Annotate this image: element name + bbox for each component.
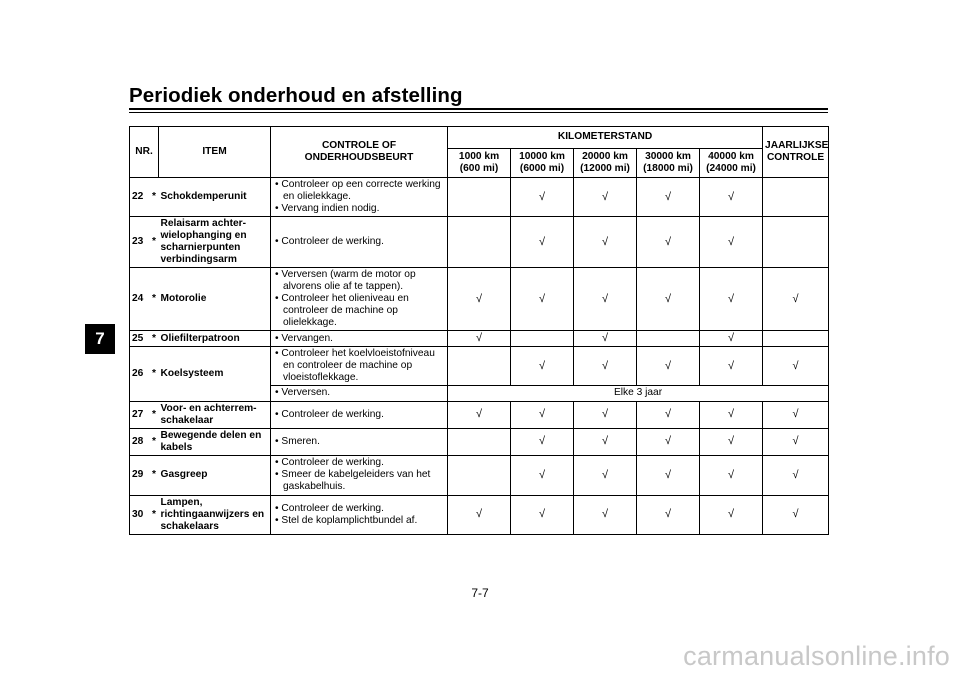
table-row <box>130 428 829 455</box>
row-asterisk: * <box>150 495 159 534</box>
check-mark <box>763 178 829 217</box>
check-mark: √ <box>574 495 637 534</box>
check-mark <box>637 331 700 347</box>
table-row <box>130 401 829 428</box>
row-item: Oliefilterpatroon <box>159 331 271 347</box>
row-item: Relaisarm achter- wielophanging en scharnierpunten verbindingsarm <box>159 217 271 268</box>
check-mark: √ <box>511 428 574 455</box>
row-number: 25 <box>130 331 150 347</box>
check-mark: √ <box>574 455 637 495</box>
check-mark <box>763 217 829 268</box>
check-mark: √ <box>511 401 574 428</box>
check-mark <box>448 455 511 495</box>
check-mark: √ <box>700 178 763 217</box>
check-mark: √ <box>763 455 829 495</box>
check-mark: √ <box>700 428 763 455</box>
check-mark: √ <box>637 428 700 455</box>
check-mark: √ <box>448 268 511 331</box>
row-item: Koelsysteem <box>159 347 271 401</box>
check-mark: √ <box>448 495 511 534</box>
check-mark: √ <box>700 401 763 428</box>
row-item: Voor- en achterrem- schakelaar <box>159 401 271 428</box>
check-mark: √ <box>763 401 829 428</box>
check-mark: √ <box>637 268 700 331</box>
table-row <box>130 347 829 386</box>
row-checks <box>271 495 448 534</box>
row-item: Bewegende delen en kabels <box>159 428 271 455</box>
row-number: 26 <box>130 347 150 401</box>
check-mark <box>448 428 511 455</box>
header-interval: 1000 km (600 mi) <box>448 149 511 178</box>
check-mark: √ <box>637 217 700 268</box>
check-item: • Smeer de kabelgeleiders van het gaskabelhuis. <box>273 469 445 493</box>
check-mark: √ <box>637 347 700 386</box>
table-header <box>130 127 829 178</box>
check-mark <box>763 331 829 347</box>
check-mark: √ <box>700 268 763 331</box>
check-item: • Vervangen. <box>273 333 445 345</box>
row-item: Schokdemperunit <box>159 178 271 217</box>
check-mark: √ <box>574 428 637 455</box>
header-interval: 10000 km (6000 mi) <box>511 149 574 178</box>
header-odometer: KILOMETERSTAND <box>448 127 763 149</box>
check-item: • Controleer de werking. <box>273 457 445 469</box>
header-interval: 20000 km (12000 mi) <box>574 149 637 178</box>
maintenance-table <box>129 126 829 535</box>
check-mark: √ <box>637 455 700 495</box>
check-mark: √ <box>574 331 637 347</box>
row-checks <box>271 401 448 428</box>
interval-note: Elke 3 jaar <box>448 386 829 401</box>
check-mark: √ <box>763 268 829 331</box>
row-asterisk: * <box>150 401 159 428</box>
row-number: 22 <box>130 178 150 217</box>
row-checks <box>271 347 448 386</box>
check-mark: √ <box>448 331 511 347</box>
row-number: 23 <box>130 217 150 268</box>
row-asterisk: * <box>150 217 159 268</box>
header-interval: 40000 km (24000 mi) <box>700 149 763 178</box>
row-number: 24 <box>130 268 150 331</box>
page-number: 7-7 <box>471 586 489 600</box>
check-mark: √ <box>511 347 574 386</box>
row-number: 30 <box>130 495 150 534</box>
check-mark: √ <box>700 347 763 386</box>
check-mark: √ <box>448 401 511 428</box>
check-mark: √ <box>637 401 700 428</box>
check-mark: √ <box>700 495 763 534</box>
check-item: • Controleer het olieniveau en controleer de machine op olielekkage. <box>273 293 445 329</box>
header-control: CONTROLE OF ONDERHOUDSBEURT <box>271 127 448 178</box>
header-annual: JAARLIJKSE CONTROLE <box>763 127 829 178</box>
check-mark: √ <box>700 217 763 268</box>
row-asterisk: * <box>150 178 159 217</box>
check-mark <box>448 217 511 268</box>
header-item: ITEM <box>159 127 271 178</box>
check-item: • Vervang indien nodig. <box>273 203 445 215</box>
header-nr: NR. <box>130 127 159 178</box>
page-title: Periodiek onderhoud en afstelling <box>129 84 463 107</box>
check-mark <box>448 178 511 217</box>
table-row <box>130 268 829 331</box>
row-number: 29 <box>130 455 150 495</box>
row-checks <box>271 455 448 495</box>
check-mark: √ <box>637 495 700 534</box>
check-mark: √ <box>574 347 637 386</box>
row-asterisk: * <box>150 268 159 331</box>
row-checks <box>271 178 448 217</box>
row-checks <box>271 268 448 331</box>
check-mark <box>448 347 511 386</box>
check-mark: √ <box>637 178 700 217</box>
chapter-tab: 7 <box>85 324 115 354</box>
table-row <box>130 495 829 534</box>
check-item: • Smeren. <box>273 436 445 448</box>
check-item: • Controleer de werking. <box>273 236 445 248</box>
check-mark: √ <box>511 495 574 534</box>
row-checks <box>271 386 448 401</box>
table-body <box>130 178 829 535</box>
row-asterisk: * <box>150 347 159 401</box>
check-mark: √ <box>511 178 574 217</box>
check-item: • Stel de koplamplichtbundel af. <box>273 515 445 527</box>
check-mark: √ <box>763 495 829 534</box>
check-mark: √ <box>511 217 574 268</box>
check-mark: √ <box>574 401 637 428</box>
row-checks <box>271 217 448 268</box>
row-number: 27 <box>130 401 150 428</box>
row-item: Motorolie <box>159 268 271 331</box>
check-item: • Verversen. <box>273 387 445 399</box>
row-asterisk: * <box>150 331 159 347</box>
row-asterisk: * <box>150 455 159 495</box>
check-mark: √ <box>511 455 574 495</box>
row-item: Lampen, richtingaanwijzers en schakelaars <box>159 495 271 534</box>
check-mark: √ <box>574 178 637 217</box>
check-mark: √ <box>700 455 763 495</box>
table-row <box>130 455 829 495</box>
row-checks <box>271 428 448 455</box>
row-checks <box>271 331 448 347</box>
header-interval: 30000 km (18000 mi) <box>637 149 700 178</box>
check-mark: √ <box>511 268 574 331</box>
check-item: • Controleer het koelvloeistofniveau en controleer de machine op vloeistoflekkage. <box>273 348 445 384</box>
check-mark: √ <box>574 268 637 331</box>
check-mark: √ <box>574 217 637 268</box>
watermark: carmanualsonline.info <box>683 641 950 671</box>
check-mark: √ <box>763 347 829 386</box>
table-row <box>130 331 829 347</box>
row-number: 28 <box>130 428 150 455</box>
check-mark: √ <box>763 428 829 455</box>
check-item: • Controleer de werking. <box>273 503 445 515</box>
check-mark <box>511 331 574 347</box>
title-rule <box>129 108 828 113</box>
check-item: • Controleer op een correcte werking en olielekkage. <box>273 179 445 203</box>
check-mark: √ <box>700 331 763 347</box>
check-item: • Controleer de werking. <box>273 409 445 421</box>
table-row <box>130 178 829 217</box>
check-item: • Verversen (warm de motor op alvorens olie af te tappen). <box>273 269 445 293</box>
table-row <box>130 217 829 268</box>
row-item: Gasgreep <box>159 455 271 495</box>
row-asterisk: * <box>150 428 159 455</box>
